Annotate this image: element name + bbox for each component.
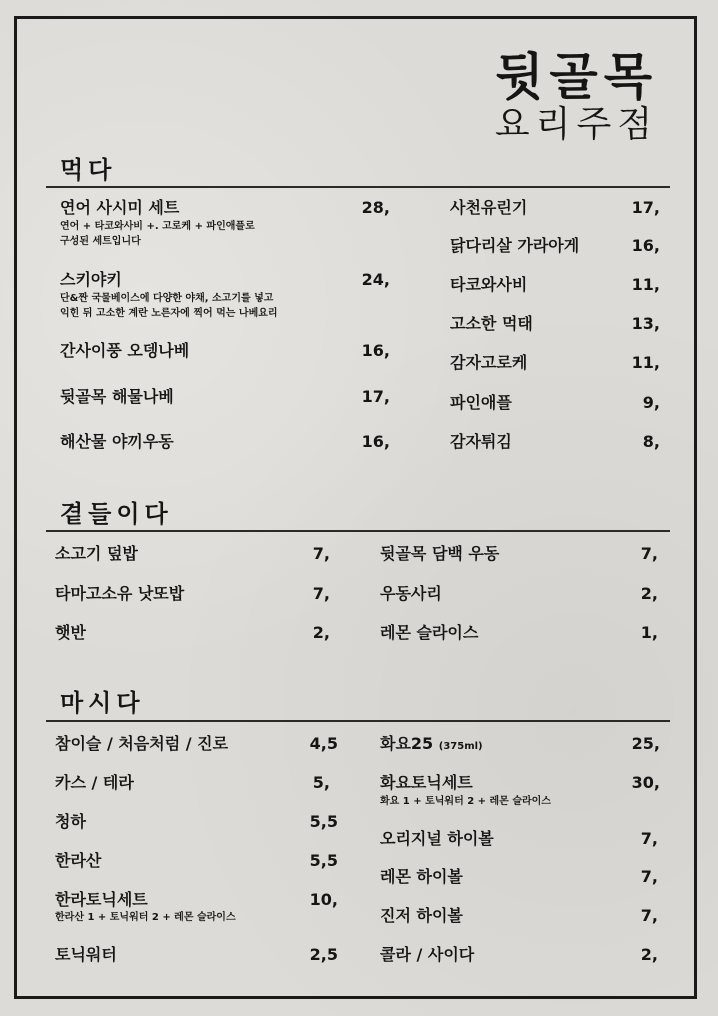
menu-item-price: 7,: [640, 544, 658, 563]
menu-item-price: 7,: [640, 829, 658, 848]
menu-item-price: 16,: [361, 341, 390, 360]
menu-item-price: 11,: [631, 353, 660, 372]
menu-item-name: 연어 사시미 세트: [60, 198, 180, 217]
section-title-eat: 먹다: [60, 156, 117, 184]
section-divider-drink: [46, 720, 670, 722]
menu-item-name: 레몬 슬라이스: [380, 623, 479, 642]
menu-item-price: 2,: [312, 623, 330, 642]
menu-item-price: 7,: [640, 906, 658, 925]
menu-item-price: 1,: [640, 623, 658, 642]
menu-item-price: 5,: [312, 773, 330, 792]
menu-item-name: 파인애플: [450, 393, 512, 412]
menu-item-name: 뒷골목 담백 우동: [380, 544, 500, 563]
menu-item-price: 2,5: [309, 945, 338, 964]
section-title-drink: 마시다: [60, 689, 145, 717]
menu-item-name: 우동사리: [380, 584, 442, 603]
menu-item-name: 레몬 하이볼: [380, 867, 463, 886]
menu-item-description: 익힌 뒤 고소한 계란 노른자에 찍어 먹는 나베요리: [60, 308, 278, 319]
menu-item-price: 5,5: [309, 812, 338, 831]
menu-item-price: 7,: [312, 544, 330, 563]
menu-item-name: 고소한 먹태: [450, 314, 533, 333]
menu-item-price: 16,: [361, 432, 390, 451]
menu-item-name: 토닉워터: [55, 945, 117, 964]
menu-item-name: 간사이풍 오뎅나베: [60, 341, 190, 360]
menu-item-price: 2,: [640, 945, 658, 964]
menu-item-description: 단&짠 국물베이스에 다양한 야채, 소고기를 넣고: [60, 293, 274, 304]
menu-item-price: 16,: [631, 236, 660, 255]
menu-item-price: 30,: [631, 773, 660, 792]
menu-item-price: 13,: [631, 314, 660, 333]
menu-item-price: 9,: [642, 393, 660, 412]
menu-item-name: 화요토닉세트: [380, 773, 473, 792]
menu-item-name: 뒷골목 해물나베: [60, 387, 174, 406]
menu-item-name: 한라토닉세트: [55, 890, 148, 909]
menu-item-name: 햇반: [55, 623, 86, 642]
menu-item-name: 한라산: [55, 851, 102, 870]
menu-item-name: 소고기 덮밥: [55, 544, 138, 563]
menu-item-description: 연어 + 타코와사비 +. 고로케 + 파인애플로: [60, 221, 255, 232]
menu-item-name: 진저 하이볼: [380, 906, 463, 925]
menu-item-description: 한라산 1 + 토닉워터 2 + 레몬 슬라이스: [55, 912, 236, 923]
logo-sub-text: 요리주점: [494, 104, 658, 145]
menu-item-price: 24,: [361, 270, 390, 289]
menu-item-price: 17,: [361, 387, 390, 406]
menu-item-price: 10,: [309, 890, 338, 909]
menu-item-volume: (375ml): [438, 741, 483, 752]
menu-item-name-text: 화요25: [380, 734, 434, 753]
menu-item-name: 콜라 / 사이다: [380, 945, 475, 964]
menu-item-name: 카스 / 테라: [55, 773, 134, 792]
section-divider-sides: [46, 530, 670, 532]
menu-item-name: [380, 734, 483, 757]
menu-item-price: 28,: [361, 198, 390, 217]
menu-item-price: 8,: [642, 432, 660, 451]
menu-item-name: 감자튀김: [450, 432, 512, 451]
menu-item-name: 사천유린기: [450, 198, 528, 217]
restaurant-logo: [495, 48, 658, 146]
menu-item-price: 7,: [640, 867, 658, 886]
menu-item-name: 감자고로케: [450, 353, 528, 372]
menu-item-name: 닭다리살 가라아게: [450, 236, 580, 255]
menu-item-price: 2,: [640, 584, 658, 603]
section-divider-eat: [46, 186, 670, 188]
section-title-sides: 곁들이다: [60, 500, 173, 528]
menu-item-description: 구성된 세트입니다: [60, 236, 141, 247]
menu-item-description: 화요 1 + 토닉워터 2 + 레몬 슬라이스: [380, 796, 551, 807]
menu-item-price: 17,: [631, 198, 660, 217]
logo-main-text: 뒷골목: [495, 47, 658, 106]
menu-item-price: 5,5: [309, 851, 338, 870]
menu-item-name: 타코와사비: [450, 275, 528, 294]
menu-item-name: 참이슬 / 처음처럼 / 진로: [55, 734, 229, 753]
menu-item-name: 오리지널 하이볼: [380, 829, 494, 848]
menu-item-price: 4,5: [309, 734, 338, 753]
menu-item-price: 11,: [631, 275, 660, 294]
menu-item-name: 청하: [55, 812, 86, 831]
menu-item-name: 타마고소유 낫또밥: [55, 584, 185, 603]
menu-item-price: 25,: [631, 734, 660, 753]
menu-item-price: 7,: [312, 584, 330, 603]
menu-item-name: 스키야키: [60, 270, 122, 289]
menu-item-name: 해산물 야끼우동: [60, 432, 174, 451]
